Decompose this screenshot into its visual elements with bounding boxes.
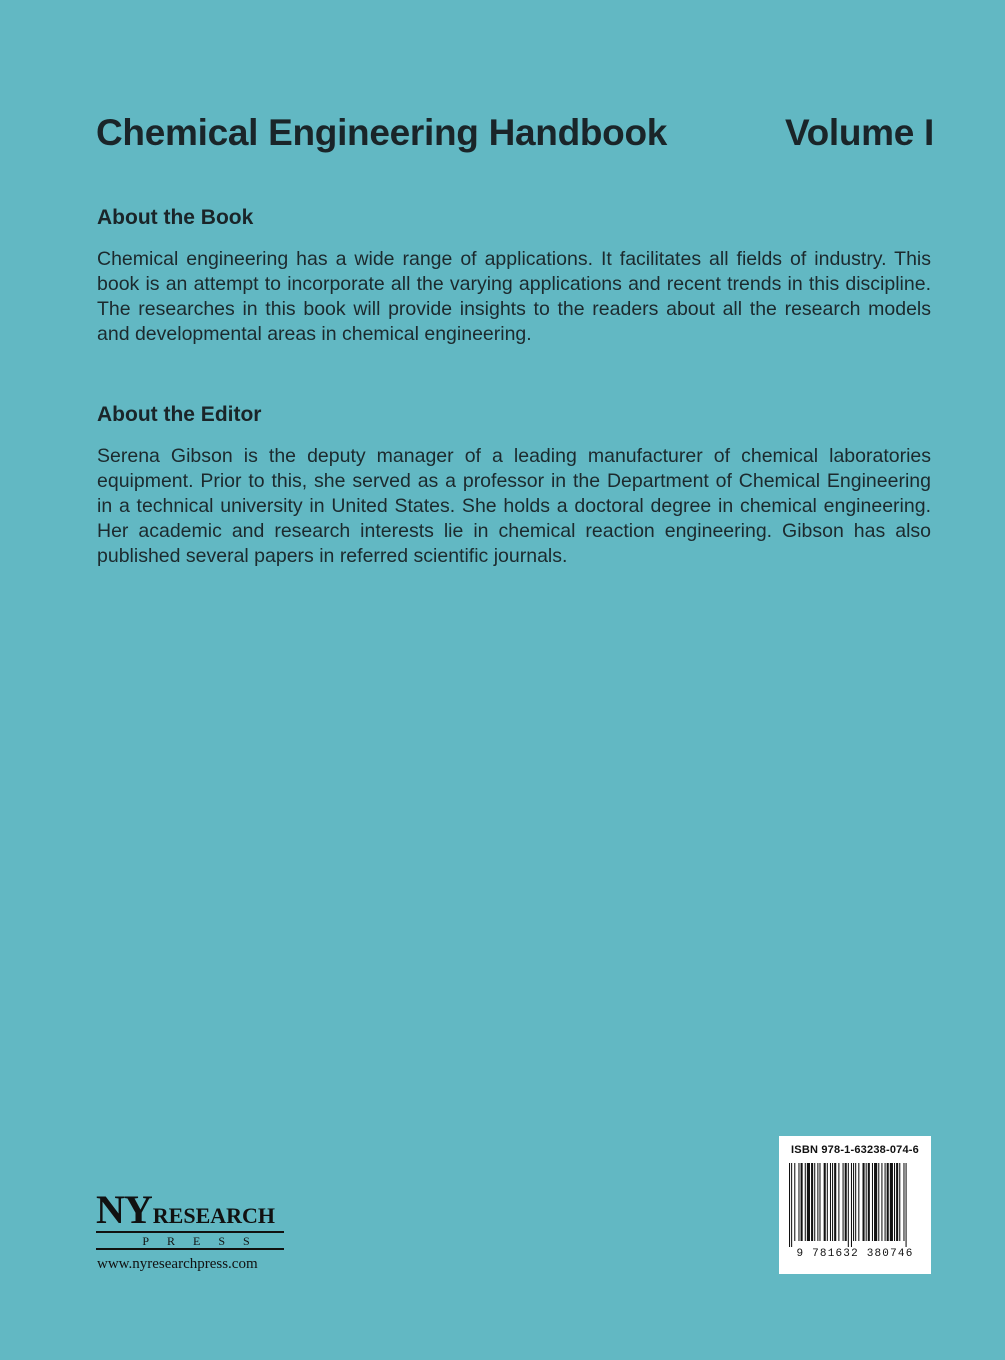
- publisher-logo: [96, 1187, 288, 1250]
- barcode-bar: [881, 1163, 882, 1241]
- barcode-bar: [830, 1163, 831, 1241]
- barcode-bar: [906, 1163, 907, 1247]
- barcode-bar: [805, 1163, 806, 1241]
- barcode-bar: [814, 1163, 815, 1241]
- barcode-bar: [845, 1163, 847, 1241]
- logo-research: RESEARCH: [152, 1203, 276, 1228]
- barcode-bar: [868, 1163, 870, 1241]
- barcode-bar: [801, 1163, 803, 1241]
- barcode-bar: [843, 1163, 844, 1241]
- book-title: Chemical Engineering Handbook: [96, 112, 668, 153]
- barcode-bar: [903, 1163, 904, 1241]
- barcode-bar: [899, 1163, 900, 1241]
- isbn-label: ISBN 978-1-63238-074-6: [791, 1144, 919, 1156]
- barcode-bar: [827, 1163, 828, 1241]
- barcode-bar: [789, 1163, 790, 1247]
- isbn-barcode: [779, 1136, 931, 1274]
- barcode-bar: [885, 1163, 886, 1241]
- barcode-bar: [851, 1163, 852, 1247]
- publisher-url[interactable]: www.nyresearchpress.com: [97, 1256, 258, 1272]
- about-book-section: [97, 206, 931, 347]
- barcode-bar: [794, 1163, 795, 1241]
- barcode-bar: [819, 1163, 820, 1241]
- about-book-heading: About the Book: [97, 206, 254, 229]
- barcode-bar: [798, 1163, 799, 1241]
- barcode-bar: [848, 1163, 849, 1247]
- barcode-bar: [894, 1163, 895, 1241]
- barcode-digits: 9 781632 380746: [796, 1248, 914, 1260]
- about-editor-heading: About the Editor: [97, 403, 262, 426]
- title-row: [96, 112, 934, 154]
- logo-divider-bottom: [96, 1248, 284, 1250]
- barcode-bar: [872, 1163, 873, 1241]
- barcode-bar: [824, 1163, 826, 1241]
- about-editor-section: [97, 403, 931, 569]
- barcode-bar: [874, 1163, 877, 1241]
- logo-ny: NY: [96, 1187, 152, 1232]
- barcode-bar: [866, 1163, 867, 1241]
- barcode-bar: [890, 1163, 893, 1241]
- barcode-bar: [853, 1163, 854, 1241]
- barcode-bar: [838, 1163, 839, 1241]
- barcode-bar: [807, 1163, 810, 1241]
- about-book-text: Chemical engineering has a wide range of applications. It facilitates all fields of industry. This book is an attempt to incorporate all the varying applications and recent trends in this discipline. The researches in this book will provide insights to the readers about all the research models and developmental areas in chemical engineering.: [97, 248, 931, 345]
- logo-press: PRESS: [142, 1234, 268, 1248]
- volume-label: Volume I: [784, 112, 934, 153]
- barcode-bar: [863, 1163, 865, 1241]
- barcode-bars: [789, 1163, 921, 1247]
- barcode-bar: [791, 1163, 792, 1247]
- barcode-bar: [858, 1163, 859, 1241]
- barcode-bar: [811, 1163, 813, 1241]
- barcode-bar: [832, 1163, 833, 1241]
- barcode-bar: [855, 1163, 856, 1241]
- about-editor-text: Serena Gibson is the deputy manager of a leading manufacturer of chemical laboratories equipment. Prior to this, she served as a professor in the Department of Chemical Engineering in a technical university in United States. She holds a doctoral degree in chemical engineering. Her academic and research interests lie in chemical reaction engineering. Gibson has also published several papers in referred scientific journals.: [97, 445, 931, 567]
- barcode-bar: [887, 1163, 889, 1241]
- barcode-bar: [896, 1163, 898, 1241]
- barcode-bar: [834, 1163, 836, 1241]
- barcode-bar: [878, 1163, 879, 1241]
- barcode-bar: [817, 1163, 818, 1241]
